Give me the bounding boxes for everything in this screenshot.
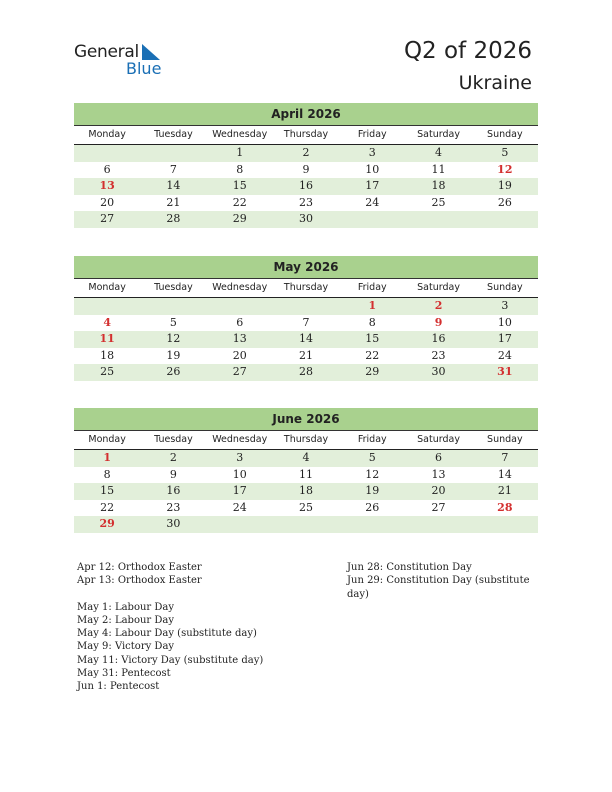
holiday-day-cell: 13 [99,179,115,193]
holiday-day-cell: 1 [103,451,111,464]
day-cell: 19 [166,348,181,362]
holiday-note: Jun 28: Constitution Day [347,562,472,573]
week-row [74,467,538,484]
day-cell: 25 [100,365,115,379]
day-cell: 23 [431,348,446,362]
week-row [74,450,538,467]
holiday-notes-right [347,561,530,601]
logo-word-general: General [74,42,139,62]
holiday-day-cell: 2 [434,299,443,312]
day-cell [472,211,538,228]
week-row [74,211,538,228]
day-cell [405,211,471,228]
day-cell: 22 [232,195,247,209]
day-cell: 18 [431,179,446,193]
weekday-label: Thursday [283,129,329,140]
notes-spacer [77,588,263,601]
weekday-label: Wednesday [212,282,268,293]
day-cell: 26 [365,500,380,514]
day-cell: 18 [100,348,115,362]
day-cell: 3 [368,146,376,159]
day-cell: 25 [431,195,446,209]
generalblue-logo [74,42,174,78]
day-cell: 14 [298,332,313,346]
day-cell: 17 [232,484,247,498]
weekday-label: Monday [88,129,126,140]
day-cell [273,298,339,315]
day-cell [207,298,273,315]
day-cell: 20 [232,348,247,362]
day-cell: 11 [298,467,313,481]
day-cell: 2 [169,451,177,464]
day-cell: 23 [166,500,181,514]
day-cell: 29 [232,212,247,226]
day-cell: 24 [497,348,512,362]
day-cell: 12 [166,332,181,346]
weekday-label: Friday [357,129,387,140]
day-cell: 19 [497,179,512,193]
month-title: April 2026 [74,103,538,126]
day-cell: 30 [166,517,181,531]
holiday-note: May 4: Labour Day (substitute day) [77,628,257,640]
weekday-label: Monday [88,282,126,293]
day-cell: 4 [302,451,310,464]
holiday-day-cell: 12 [497,162,513,176]
holiday-day-cell: 11 [99,332,115,346]
day-cell: 6 [236,315,244,329]
day-cell: 22 [365,348,380,362]
weekday-label: Saturday [417,282,460,293]
day-cell: 13 [232,332,247,346]
holiday-note: May 2: Labour Day [77,614,174,626]
day-cell: 24 [232,500,247,514]
weekday-label: Sunday [487,129,523,140]
day-cell: 20 [431,484,446,498]
month-title: May 2026 [74,256,538,279]
day-cell: 14 [497,467,512,481]
week-row [74,516,538,533]
day-cell: 27 [232,365,247,379]
day-cell: 22 [100,500,115,514]
day-cell: 6 [435,451,443,464]
day-cell: 9 [302,162,310,176]
day-cell: 7 [302,315,310,329]
day-cell: 5 [368,451,376,464]
day-cell: 10 [497,315,512,329]
day-cell: 15 [365,332,380,346]
day-cell: 3 [236,451,244,464]
week-row [74,298,538,315]
week-row [74,348,538,365]
weekday-label: Tuesday [154,282,193,293]
day-cell: 8 [103,467,111,481]
day-cell: 16 [298,179,313,193]
weekday-label: Monday [88,434,126,445]
day-cell: 8 [368,315,376,329]
day-cell: 20 [100,195,115,209]
day-cell [273,516,339,533]
day-cell: 18 [298,484,313,498]
day-cell: 2 [302,146,310,159]
day-cell [339,516,405,533]
day-cell: 19 [365,484,380,498]
holiday-note: May 11: Victory Day (substitute day) [77,654,264,666]
weekday-label: Tuesday [154,434,193,445]
holiday-note: Apr 13: Orthodox Easter [77,575,202,587]
day-cell: 28 [166,212,181,226]
day-cell: 6 [103,162,111,176]
week-row [74,195,538,212]
week-row [74,162,538,179]
day-cell: 7 [169,162,177,176]
day-cell: 15 [232,179,247,193]
holiday-note: May 31: Pentecost [77,668,171,680]
weekday-header-row [74,126,538,145]
holiday-day-cell: 31 [497,365,513,379]
weekday-label: Thursday [283,434,329,445]
month-calendar [74,408,538,533]
holiday-day-cell: 28 [497,500,513,514]
day-cell: 11 [431,162,446,176]
holiday-day-cell: 29 [99,517,115,531]
day-cell [74,298,140,315]
month-calendar [74,256,538,381]
logo-word-blue: Blue [126,59,162,78]
day-cell: 14 [166,179,181,193]
weekday-label: Sunday [487,434,523,445]
holiday-note: May 1: Labour Day [77,601,174,613]
holiday-note: day) [347,588,369,600]
week-row [74,483,538,500]
holiday-note: Jun 1: Pentecost [77,681,160,693]
holiday-day-cell: 4 [103,315,111,329]
weekday-label: Tuesday [154,129,193,140]
day-cell: 21 [298,348,313,362]
day-cell: 30 [298,212,313,226]
day-cell: 3 [501,299,509,312]
weekday-label: Wednesday [212,129,268,140]
day-cell: 15 [100,484,115,498]
day-cell: 21 [497,484,512,498]
day-cell [339,211,405,228]
day-cell: 12 [365,467,380,481]
week-row [74,315,538,332]
month-title: June 2026 [74,408,538,431]
day-cell [472,516,538,533]
day-cell: 24 [365,195,380,209]
weekday-header-row [74,279,538,298]
logo-triangle-icon [140,44,162,60]
day-cell: 27 [100,212,115,226]
day-cell: 17 [365,179,380,193]
day-cell: 25 [298,500,313,514]
weekday-label: Wednesday [212,434,268,445]
page-title: Q2 of 2026 [403,38,532,64]
day-cell: 21 [166,195,181,209]
day-cell: 27 [431,500,446,514]
day-cell [207,516,273,533]
weekday-label: Friday [357,282,387,293]
weekday-label: Thursday [283,282,329,293]
holiday-day-cell: 1 [368,299,377,312]
weekday-label: Saturday [417,129,460,140]
day-cell: 8 [236,162,244,176]
day-cell: 23 [298,195,313,209]
weekday-header-row [74,431,538,450]
day-cell: 5 [169,315,177,329]
holiday-notes-left [77,561,263,694]
weekday-label: Friday [357,434,387,445]
day-cell: 26 [166,365,181,379]
page-subtitle: Ukraine [458,72,532,94]
day-cell: 10 [232,467,247,481]
week-row [74,500,538,517]
holiday-day-cell: 9 [434,315,443,329]
day-cell: 16 [431,332,446,346]
day-cell: 5 [501,146,509,159]
day-cell: 7 [501,451,509,464]
day-cell [405,516,471,533]
day-cell: 16 [166,484,181,498]
day-cell: 10 [365,162,380,176]
day-cell: 28 [298,365,313,379]
day-cell: 17 [497,332,512,346]
day-cell: 29 [365,365,380,379]
day-cell: 4 [435,146,443,159]
day-cell: 9 [169,467,177,481]
day-cell [140,298,206,315]
day-cell [140,145,206,162]
holiday-note: Jun 29: Constitution Day (substitute [347,575,530,587]
day-cell: 1 [236,146,244,159]
day-cell: 26 [497,195,512,209]
week-row [74,331,538,348]
day-cell: 13 [431,467,446,481]
week-row [74,178,538,195]
weekday-label: Saturday [417,434,460,445]
week-row [74,145,538,162]
day-cell: 30 [431,365,446,379]
month-calendar [74,103,538,228]
day-cell [74,145,140,162]
weekday-label: Sunday [487,282,523,293]
holiday-note: May 9: Victory Day [77,641,175,653]
week-row [74,364,538,381]
holiday-note: Apr 12: Orthodox Easter [77,562,202,573]
